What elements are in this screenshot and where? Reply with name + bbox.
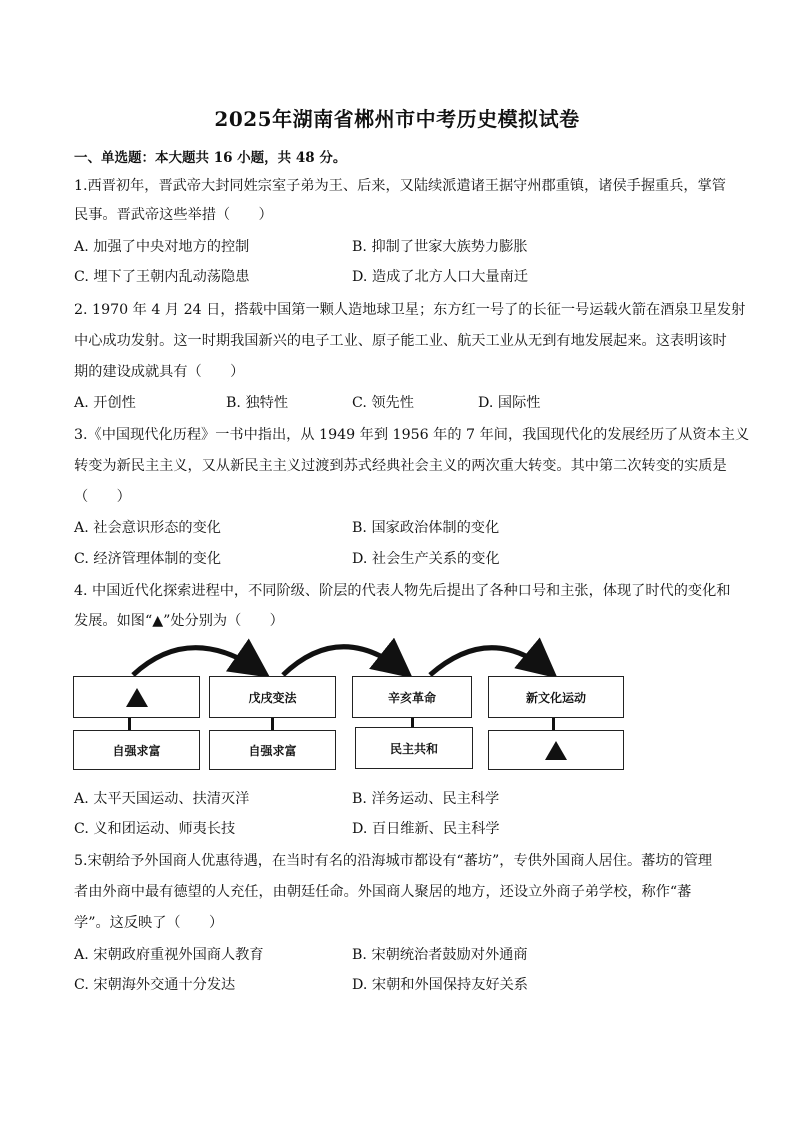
arrow-3 [430,648,550,675]
q5-option-c: C. 宋朝海外交通十分发达 [74,977,236,993]
q5-option-a: A. 宋朝政府重视外国商人教育 [74,947,264,963]
q3-option-d: D. 社会生产关系的变化 [352,551,500,567]
diagram-top-label: 辛亥革命 [387,690,436,705]
q3-stem-line: 转变为新民主主义，又从新民主主义过渡到苏式经典社会主义的两次重大转变。其中第二次转变的实质是 [74,458,727,474]
q4-option-a: A. 太平天国运动、扶清灭洋 [74,791,250,807]
q1-option-c: C. 埋下了王朝内乱动荡隐患 [74,269,250,285]
q4-option-d: D. 百日维新、民主科学 [352,821,500,837]
triangle-icon [545,741,567,760]
q3-stem-line: （ ） [74,489,131,505]
arrow-2 [283,647,405,675]
diagram-bottom-label: 自强求富 [248,743,297,758]
q5-stem-line: 5.宋朝给予外国商人优惠待遇，在当时有名的沿海城市都设有“蕃坊”，专供外国商人居住。蕃坊的管理 [74,853,713,869]
diagram-bottom-box-3 [355,727,473,769]
diagram-top-box-1 [73,676,200,718]
q1-stem-line: 1.西晋初年，晋武帝大封同姓宗室子弟为王、后来，又陆续派遣诸王据守州郡重镇，诸侯手握重兵，掌管 [74,178,726,194]
arrow-1 [133,648,262,675]
q1-option-a: A. 加强了中央对地方的控制 [74,239,250,255]
q3-option-a: A. 社会意识形态的变化 [74,520,221,536]
diagram-top-box-4 [488,676,624,718]
q3-option-b: B. 国家政治体制的变化 [352,520,500,536]
q5-stem-line: 者由外商中最有德望的人充任，由朝廷任命。外国商人聚居的地方，还设立外商子弟学校，称作“蕃 [74,884,692,900]
q4-stem-line: 发展。如图“▲”处分别为（ ） [74,613,284,629]
q4-stem-line: 4. 中国近代化探索进程中，不同阶级、阶层的代表人物先后提出了各种口号和主张，体现了时代的变化和 [74,583,731,599]
q2-option-a: A. 开创性 [74,395,136,411]
exam-title: 2025年湖南省郴州市中考历史模拟试卷 [214,107,580,131]
diagram-bottom-box-2 [209,730,336,770]
diagram-bottom-label: 自强求富 [112,743,161,758]
diagram-bottom-box-1 [73,730,200,770]
diagram-bottom-label: 民主共和 [389,741,438,756]
diagram-top-label: 新文化运动 [525,690,586,705]
q5-option-b: B. 宋朝统治者鼓励对外通商 [352,947,528,963]
q3-stem-line: 3.《中国现代化历程》一书中指出，从 1949 年到 1956 年的 7 年间，我国现代化的发展经历了从资本主义 [74,427,750,443]
triangle-icon [126,688,148,707]
q4-option-b: B. 洋务运动、民主科学 [352,791,500,807]
connector [552,717,555,731]
q2-stem-line: 期的建设成就具有（ ） [74,364,245,380]
connector [128,717,131,731]
diagram-top-box-2 [209,676,336,718]
section-heading: 一、单选题：本大题共 16 小题，共 48 分。 [74,150,347,166]
q2-option-b: B. 独特性 [226,395,289,411]
q1-stem-line: 民事。晋武帝这些举措（ ） [74,207,273,223]
diagram-bottom-box-4 [488,730,624,770]
q4-option-c: C. 义和团运动、师夷长技 [74,821,236,837]
q5-option-d: D. 宋朝和外国保持友好关系 [352,977,528,993]
q2-stem-line: 2. 1970 年 4 月 24 日，搭载中国第一颗人造地球卫星；东方红一号了的长征一号运载火箭在酒泉卫星发射 [74,302,746,318]
diagram-top-label: 戊戌变法 [248,690,297,705]
q2-option-c: C. 领先性 [352,395,414,411]
q1-option-b: B. 抑制了世家大族势力膨胀 [352,239,528,255]
q5-stem-line: 学”。这反映了（ ） [74,915,224,931]
connector [271,717,274,731]
q3-option-c: C. 经济管理体制的变化 [74,551,222,567]
diagram-top-box-3 [352,676,472,718]
q2-option-d: D. 国际性 [478,395,541,411]
q1-option-d: D. 造成了北方人口大量南迁 [352,269,528,285]
q2-stem-line: 中心成功发射。这一时期我国新兴的电子工业、原子能工业、航天工业从无到有地发展起来。这表明该时 [74,333,727,349]
